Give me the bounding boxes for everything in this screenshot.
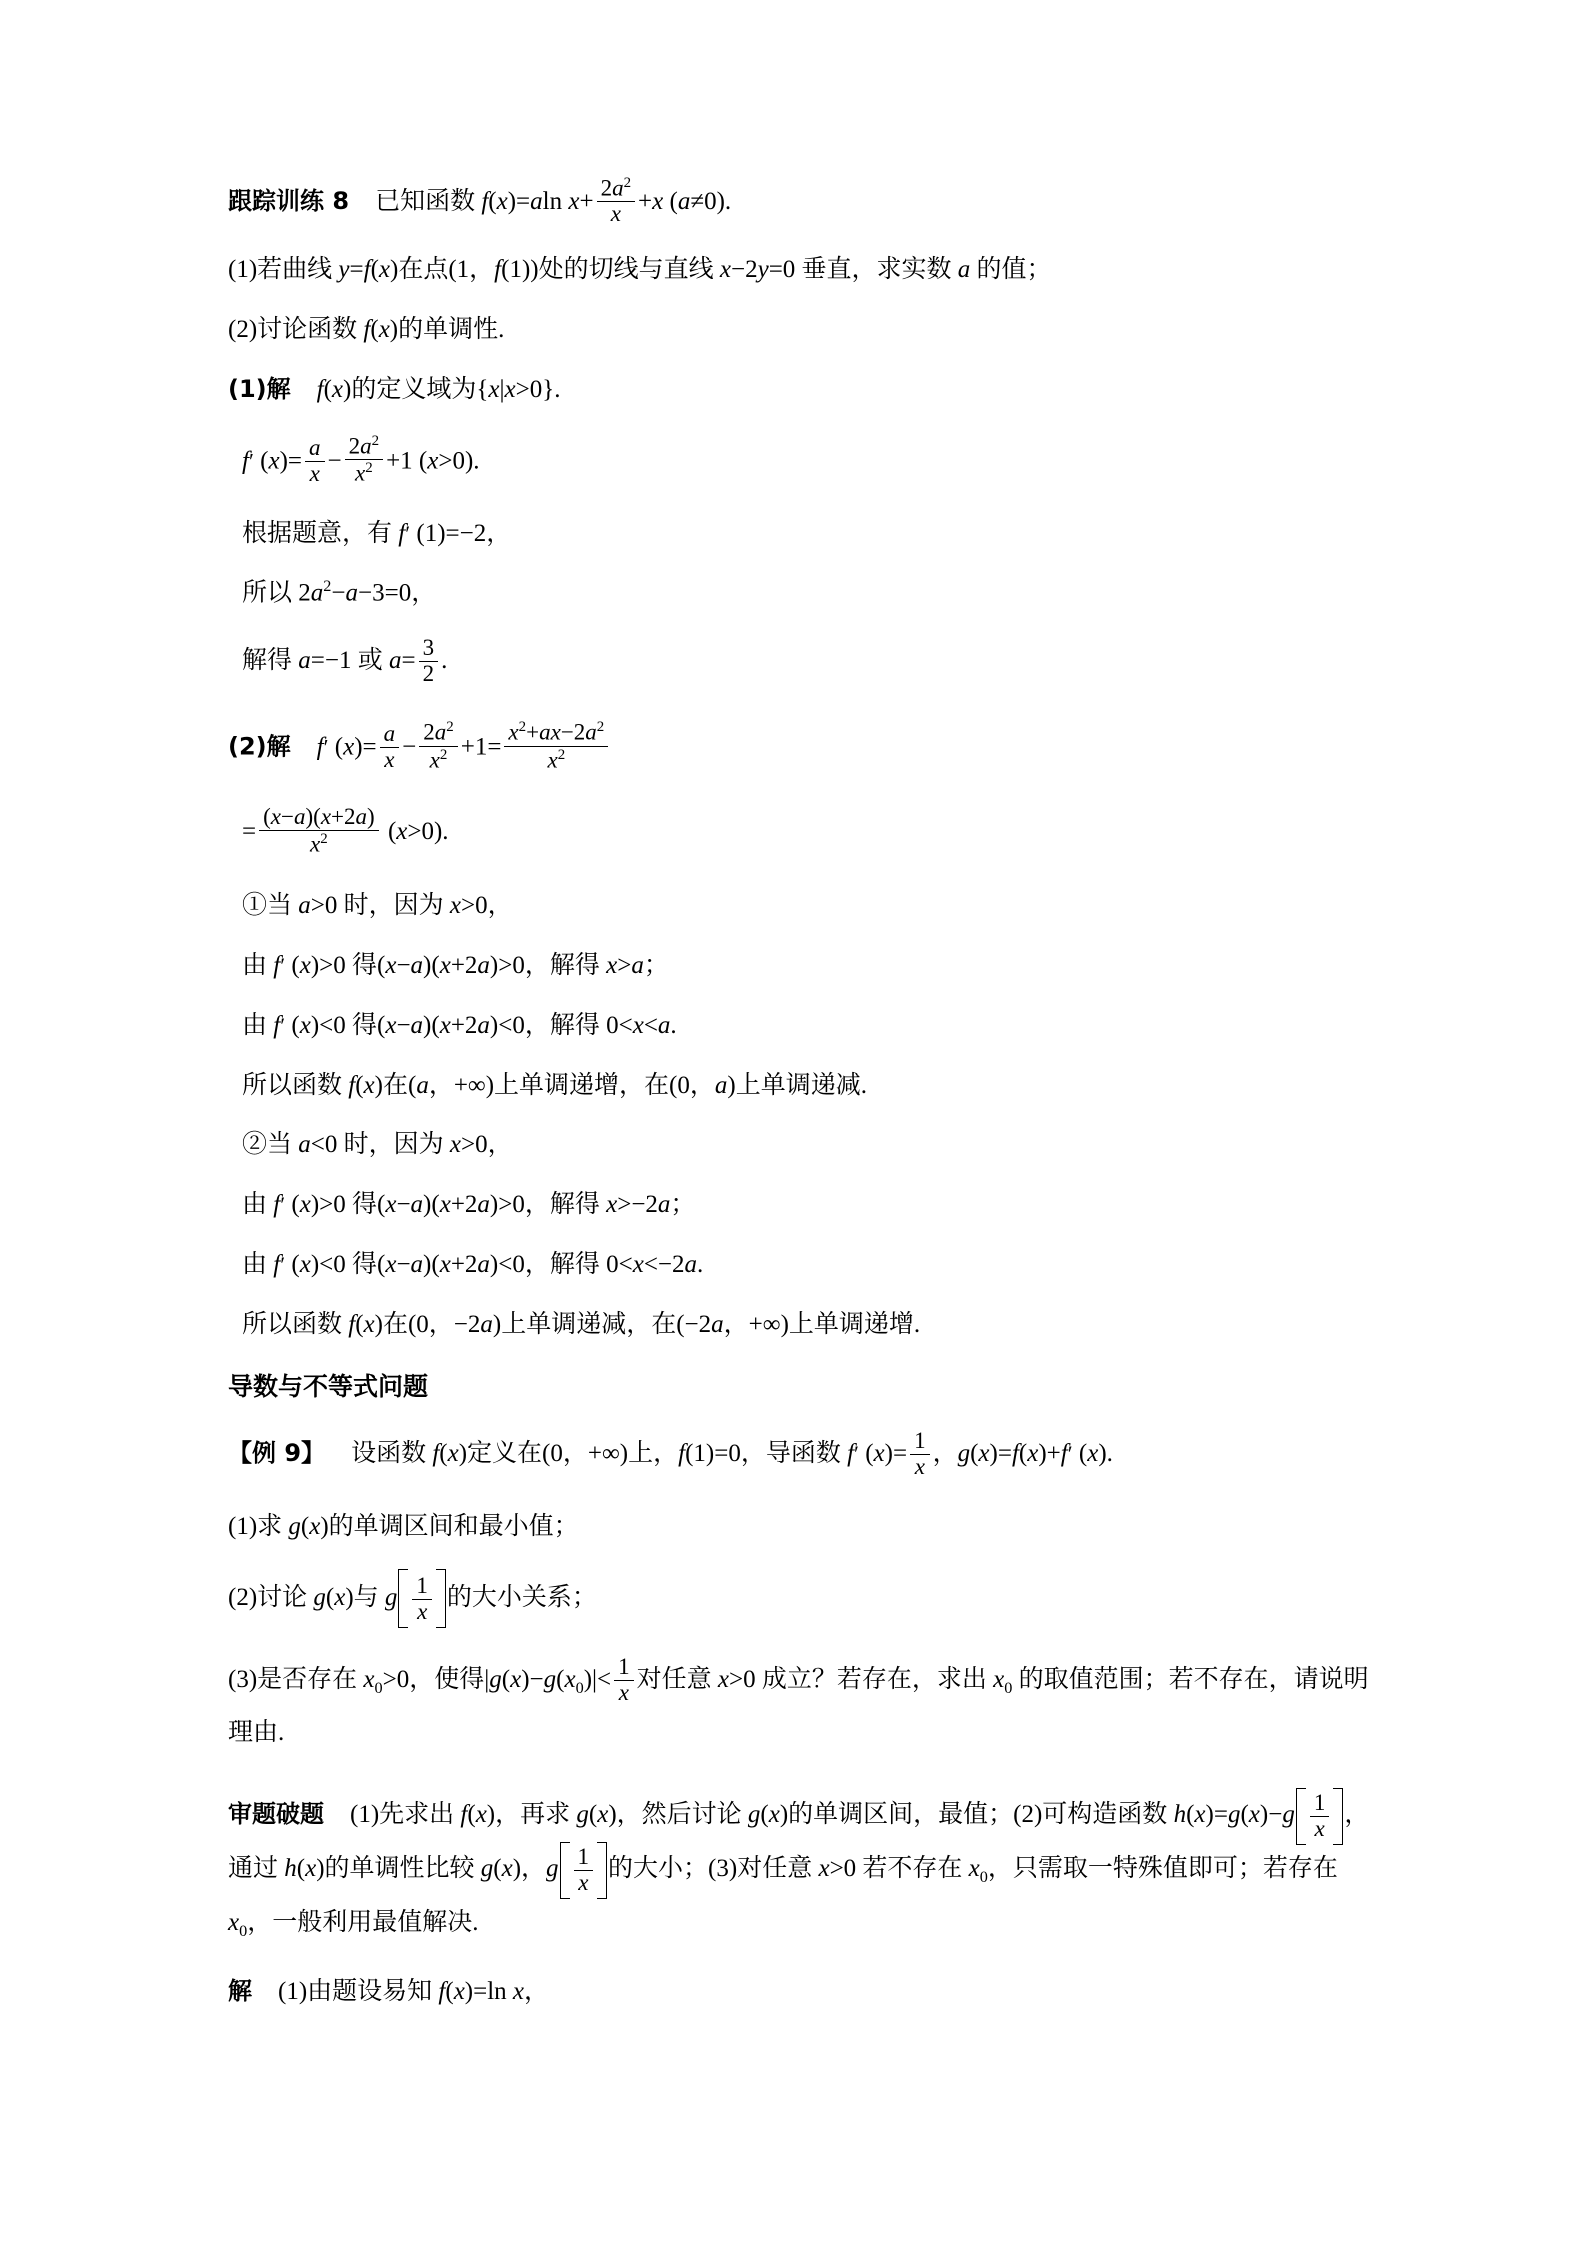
exercise-label: 跟踪训练 8 [228,186,350,215]
analysis-block: 审题破题 (1)先求出 f(x)，再求 g(x)，然后讨论 g(x)的单调区间，最值；(2)可构造函数 h(x)=g(x)−g $\frac{1}{x}$ ，通过 h(x)的单调性比较 g(x)，g $\frac{1}{x}$ 的大小；(3)对任意 x>0 若不存在 $x_0$，只需取一特殊值即可；若存在 $x_0$，一般利用最值解决. [228,1790,1370,1940]
case-1-heading: ①当 a>0 时，因为 x>0， [242,892,513,920]
case-2-conclusion: 所以函数 f(x)在(0，−2a)上单调递减，在(−2a，+∞)上单调递增. [242,1310,921,1338]
example-9-part-3: (3)是否存在 $x_0>0$，使得$|g(x)-g(x_0)|<$ $\frac{1}{x}$ 对任意 x>0 成立？若存在，求出 $x_0$ 的取值范围；若不存在，请说明理由. [228,1654,1369,1746]
case-2-decreasing: 由 f′ (x)<0 得(x−a)(x+2a)<0，解得 0<x<−2a. [242,1250,704,1278]
example-9-part-1: (1)求 g(x)的单调区间和最小值； [228,1512,579,1540]
analysis-label: 审题破题 [228,1800,324,1829]
case-1-conclusion: 所以函数 f(x)在(a，+∞)上单调递增，在(0，a)上单调递减. [242,1071,867,1099]
problem-part-2: (2)讨论函数 f(x)的单调性. [228,316,505,344]
problem-part-1: (1)若曲线 y=f(x)在点(1，f(1))处的切线与直线 x−2y=0 垂直，求实数 a 的值； [228,256,1052,284]
solution-1-label: (1)解 [228,374,291,403]
case-1-increasing: 由 f′ (x)>0 得(x−a)(x+2a)>0，解得 x>a； [242,952,669,980]
solution-1-domain: (1)解 f(x)的定义域为{x|x>0}. [228,374,561,403]
step-condition: 根据题意，有 f′ (1)=−2， [242,519,512,547]
step-result: 解得 a=−1 或 a= $\frac{3}{2}$ . [242,635,448,687]
solution-start: 解 (1)由题设易知 f(x)=ln x， [228,1977,550,2005]
example-9-part-2: (2)讨论 g(x)与 g $\frac{1}{x}$ 的大小关系； [228,1570,1388,1627]
derivative-expression: f′ (x)= $\frac{a}{x}$ − $\frac{2a^2}{x^2}$ +1 (x>0). [242,432,480,486]
factored-derivative: = $\frac{(x-a)(x+2a)}{x^2}$ (x>0). [242,803,449,857]
example-9-statement: 【例 9】 设函数 f(x)定义在(0，+∞)上，f(1)=0，导函数 f′ (x)= $\frac{1}{x}$ ，g(x)=f(x)+f′ (x). [228,1428,1113,1480]
example-9-label: 【例 9】 [228,1439,326,1468]
case-2-heading: ②当 a<0 时，因为 x>0， [242,1131,513,1159]
case-2-increasing: 由 f′ (x)>0 得(x−a)(x+2a)>0，解得 x>−2a； [242,1191,696,1219]
section-heading: 导数与不等式问题 [228,1372,429,1402]
document-content [228,175,1388,2035]
solution-label: 解 [228,1977,252,2005]
solution-2-label: (2)解 [228,732,291,761]
solution-2-derivative: (2)解 f′ (x)= $\frac{a}{x}$ − $\frac{2a^2}{x^2}$ +1= $\frac{x^2+ax-2a^2}{x^2}$ [228,719,1388,773]
exercise-heading-line: 跟踪训练 8 已知函数 f(x)=aln x+ $\frac{2a^2}{x}$ +x (a≠0). [228,175,732,227]
case-1-decreasing: 由 f′ (x)<0 得(x−a)(x+2a)<0，解得 0<x<a. [242,1011,677,1039]
step-equation: 所以 $2a^2-a-3=0$， [242,577,437,607]
